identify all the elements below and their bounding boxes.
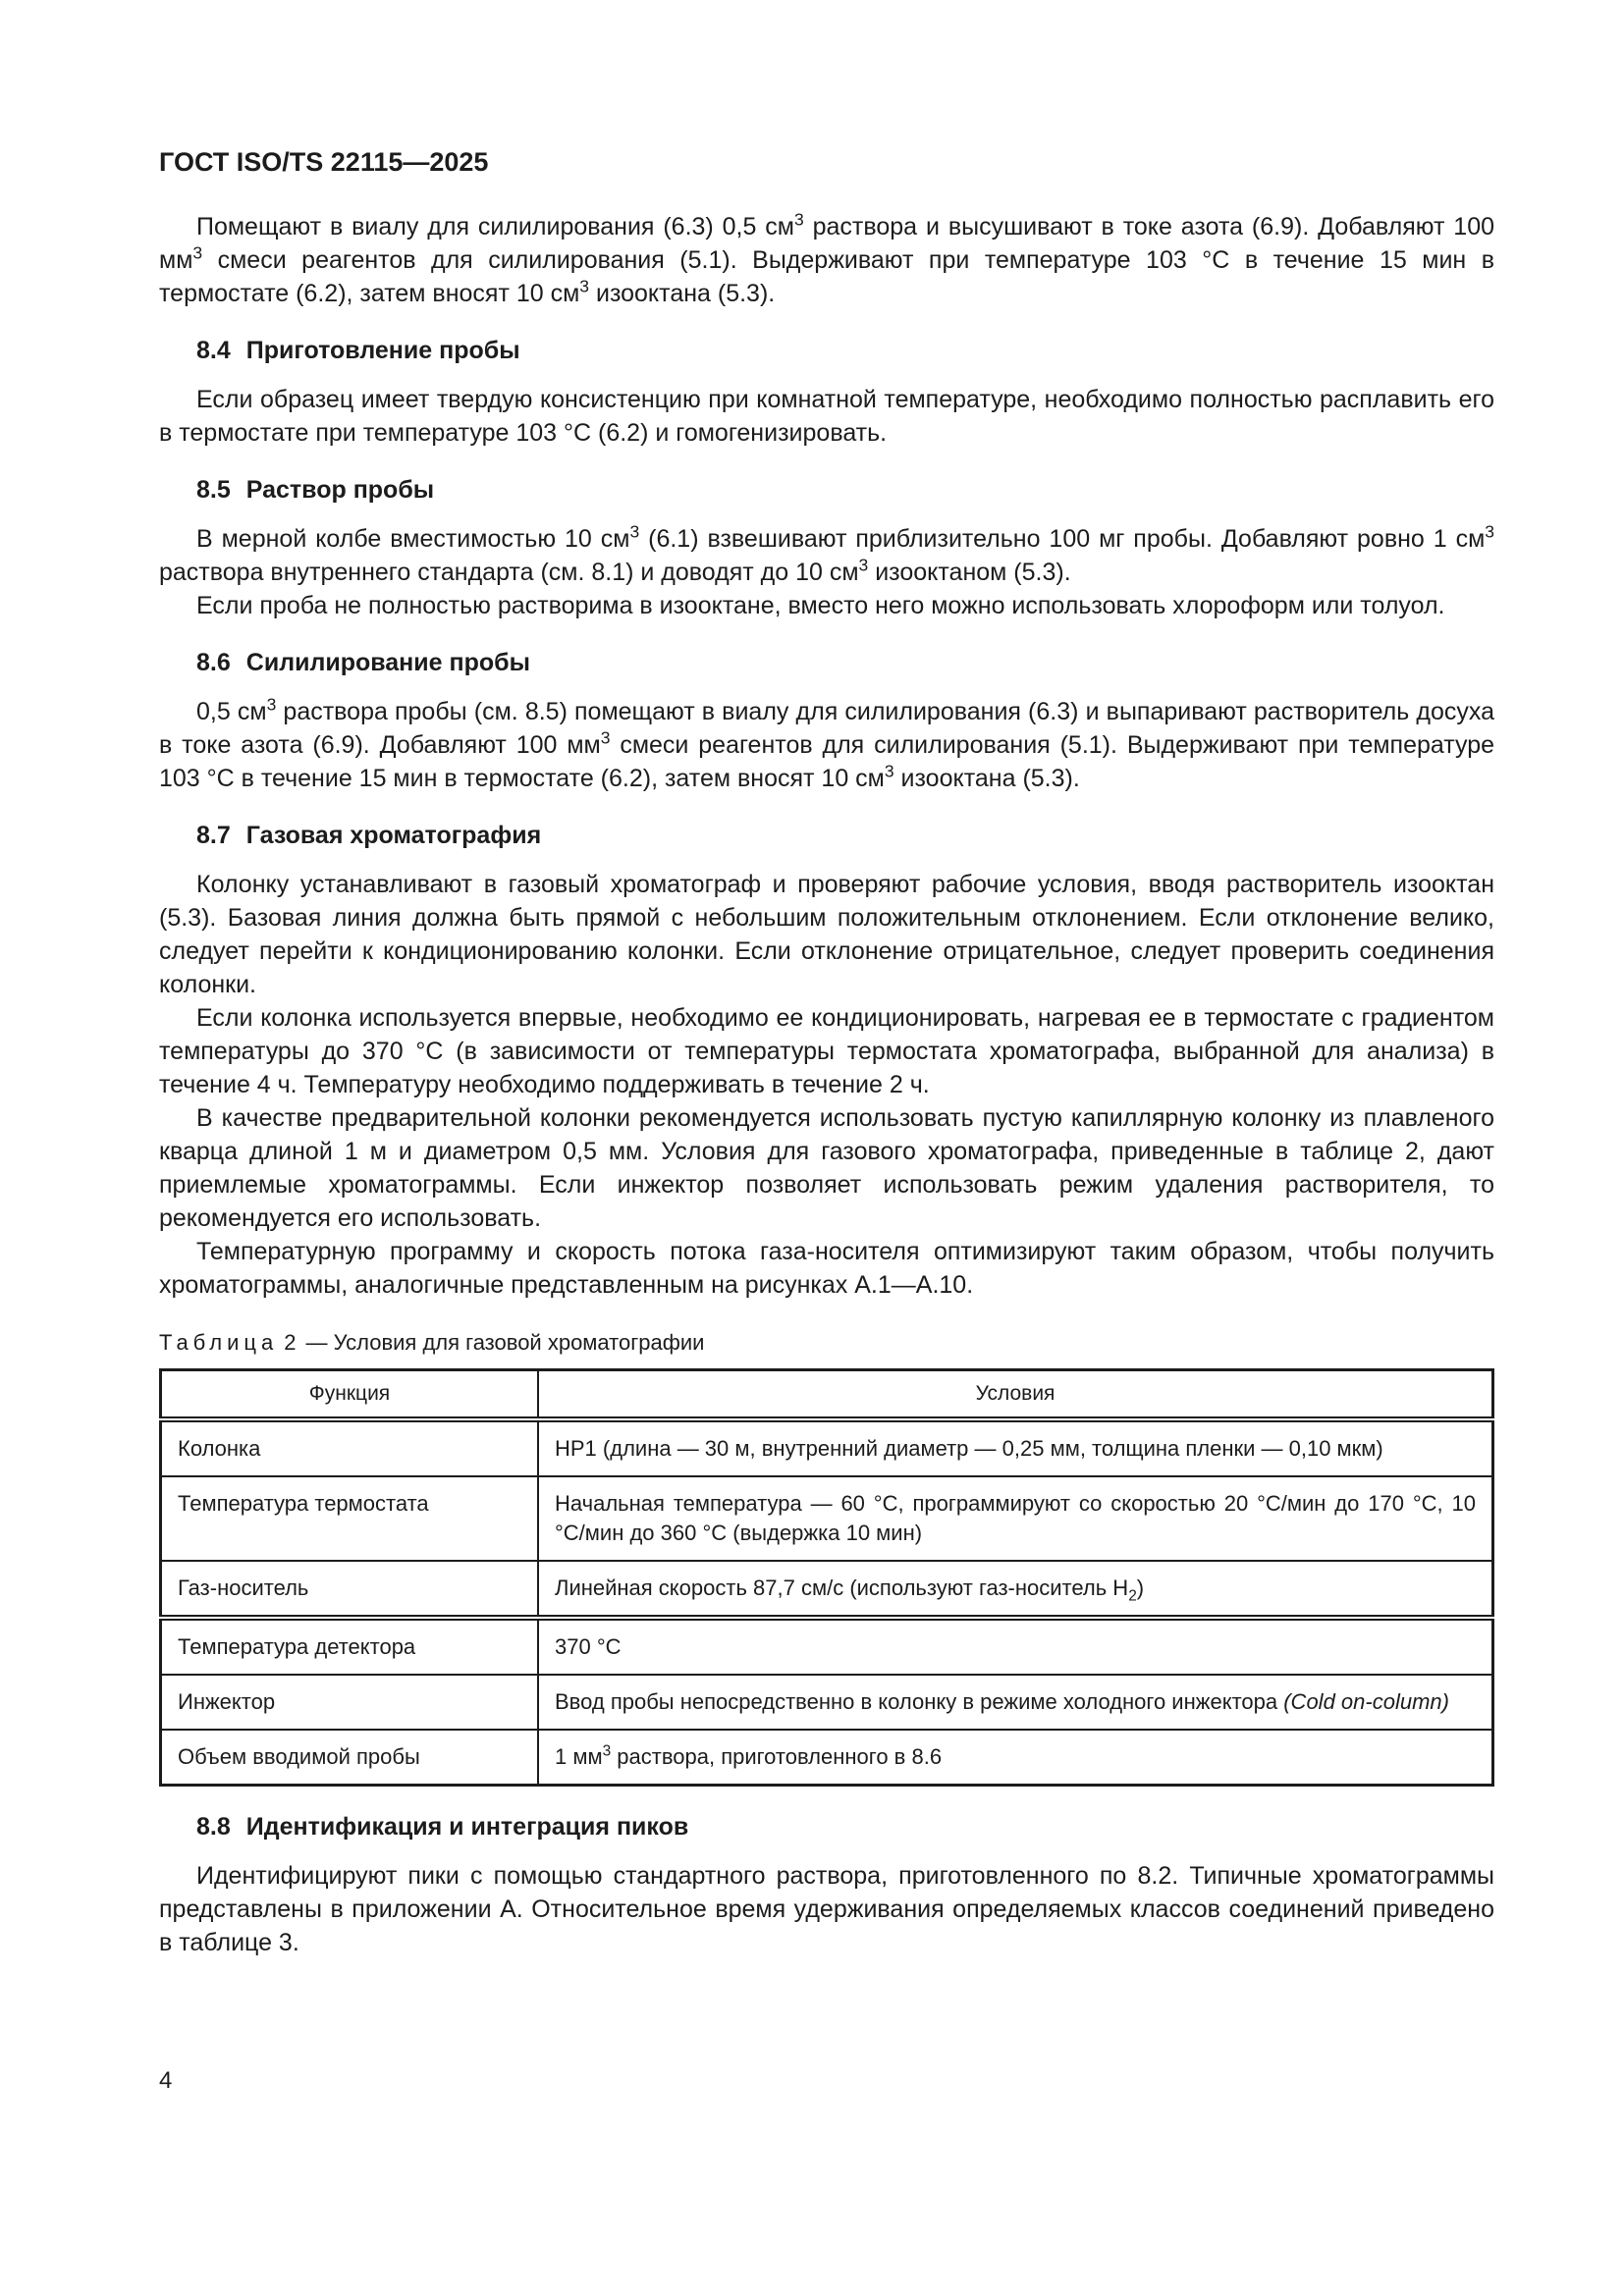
table-row-injector [161,1675,1493,1730]
paragraph-8-7-a: Колонку устанавливают в газовый хроматограф и проверяют рабочие условия, вводя растворитель изооктан (5.3). Базовая линия должна быть прямой с небольшим положительным отклонением. Если отклонение велико, следует перейти к кондиционированию колонки. Если отклонение отрицательное, следует проверить соединения колонки. [159,871,1494,998]
page-number: 4 [159,2067,173,2094]
paragraph-8-6: 0,5 $см^3$ раствора пробы (см. 8.5) помещают в виалу для силилирования (6.3) и выпаривают растворитель досуха в токе азота (6.9). Добавляют 100 $мм^3$ смеси реагентов для силилирования (5.1). Выдерживают при температуре 103 °С в течение 15 мин в термостате (6.2), затем вносят 10 $см^3$ изооктана (5.3). [159,694,1495,792]
table-2-caption [159,1329,1494,1357]
col-header-conditions: Условия [538,1370,1493,1420]
document-header: ГОСТ ISO/TS 22115—2025 [159,147,489,177]
cell-conditions: Начальная температура — 60 °С, программируют со скоростью 20 °С/мин до 170 °С, 10 °С/мин до 360 °С (выдержка 10 мин) [538,1476,1493,1561]
paragraph-8-7-b: Если колонка используется впервые, необходимо ее кондиционировать, нагревая ее в термостате с градиентом температуры до 370 °С (в зависимости от температуры термостата хроматографа, выбранной для анализа) в течение 4 ч. Температуру необходимо поддерживать в течение 2 ч. [159,1004,1494,1098]
section-title: Силилирование пробы [245,649,530,676]
section-title: Раствор пробы [245,476,435,504]
section-number: 8.6 [196,649,231,676]
table-row-column [161,1419,1493,1476]
table-word: Таблица [159,1330,279,1355]
table-caption-text: — Условия для газовой хроматографии [305,1330,705,1355]
cell-conditions: 370 °С [538,1618,1493,1675]
cell-function: Колонка [161,1419,539,1476]
paragraph-8-5-b: Если проба не полностью растворима в изооктане, вместо него можно использовать хлороформ или толуол. [196,592,1445,619]
paragraph-8-7-c: В качестве предварительной колонки рекомендуется использовать пустую капиллярную колонку из плавленого кварца длиной 1 м и диаметром 0,5 мм. Условия для газового хроматографа, приведенные в таблице 2, дают приемлемые хроматограммы. Если инжектор позволяет использовать режим удаления растворителя, то рекомендуется его использовать. [159,1104,1494,1232]
cell-function: Объем вводимой пробы [161,1730,539,1786]
section-heading-8-6 [159,648,1494,677]
section-heading-8-5 [159,475,1494,505]
cell-function: Температура термостата [161,1476,539,1561]
cell-function: Инжектор [161,1675,539,1730]
section-title: Идентификация и интеграция пиков [245,1813,689,1841]
section-title: Приготовление пробы [245,337,520,364]
paragraph-8-3-continuation: Помещают в виалу для силилирования (6.3) 0,5 $см^3$ раствора и высушивают в токе азота (6.9). Добавляют 100 $мм^3$ смеси реагентов для силилирования (5.1). Выдерживают при температуре 103 °С в течение 15 мин в термостате (6.2), затем вносят 10 $см^3$ изооктана (5.3). [159,209,1494,307]
cell-function: Температура детектора [161,1618,539,1675]
table-row-injection-volume [161,1730,1493,1786]
table-header-row [161,1370,1493,1420]
table-2-conditions [159,1368,1494,1787]
paragraph-8-5-a: В мерной колбе вместимостью 10 $см^3$ (6.1) взвешивают приблизительно 100 мг пробы. Добавляют ровно 1 $см^3$ раствора внутреннего стандарта (см. 8.1) и доводят до 10 $см^3$ изооктаном (5.3). [159,521,1495,586]
section-title: Газовая хроматография [245,822,542,849]
section-number: 8.7 [196,822,231,849]
table-row-detector-temperature [161,1618,1493,1675]
paragraph-8-4: Если образец имеет твердую консистенцию при комнатной температуре, необходимо полностью расплавить его в термостате при температуре 103 °С (6.2) и гомогенизировать. [159,386,1494,447]
paragraph-8-8: Идентифицируют пики с помощью стандартного раствора, приготовленного по 8.2. Типичные хроматограммы представлены в приложении А. Относительное время удерживания определяемых классов соединений приведено в таблице 3. [159,1862,1494,1956]
cell-conditions: HP1 (длина — 30 м, внутренний диаметр — 0,25 мм, толщина пленки — 0,10 мкм) [538,1419,1493,1476]
section-heading-8-8 [159,1812,1494,1842]
cell-conditions: 1 $мм^3$ раствора, приготовленного в 8.6 [538,1730,1493,1786]
cell-conditions: Ввод пробы непосредственно в колонку в режиме холодного инжектора (Cold on-column) [538,1675,1493,1730]
section-heading-8-4 [159,336,1494,365]
section-heading-8-7 [159,821,1494,850]
cell-function: Газ-носитель [161,1561,539,1618]
section-number: 8.5 [196,476,231,504]
paragraph-8-7-d: Температурную программу и скорость потока газа-носителя оптимизируют таким образом, чтобы получить хроматограммы, аналогичные представленным на рисунках А.1—А.10. [159,1238,1494,1299]
col-header-function: Функция [161,1370,539,1420]
table-row-carrier-gas [161,1561,1493,1618]
cell-conditions: Линейная скорость 87,7 см/с (используют газ-носитель $Н_2$) [538,1561,1493,1618]
table-row-oven-temperature [161,1476,1493,1561]
document-content [159,147,1494,1959]
section-number: 8.4 [196,337,231,364]
table-number: 2 [284,1330,297,1355]
section-number: 8.8 [196,1813,231,1841]
